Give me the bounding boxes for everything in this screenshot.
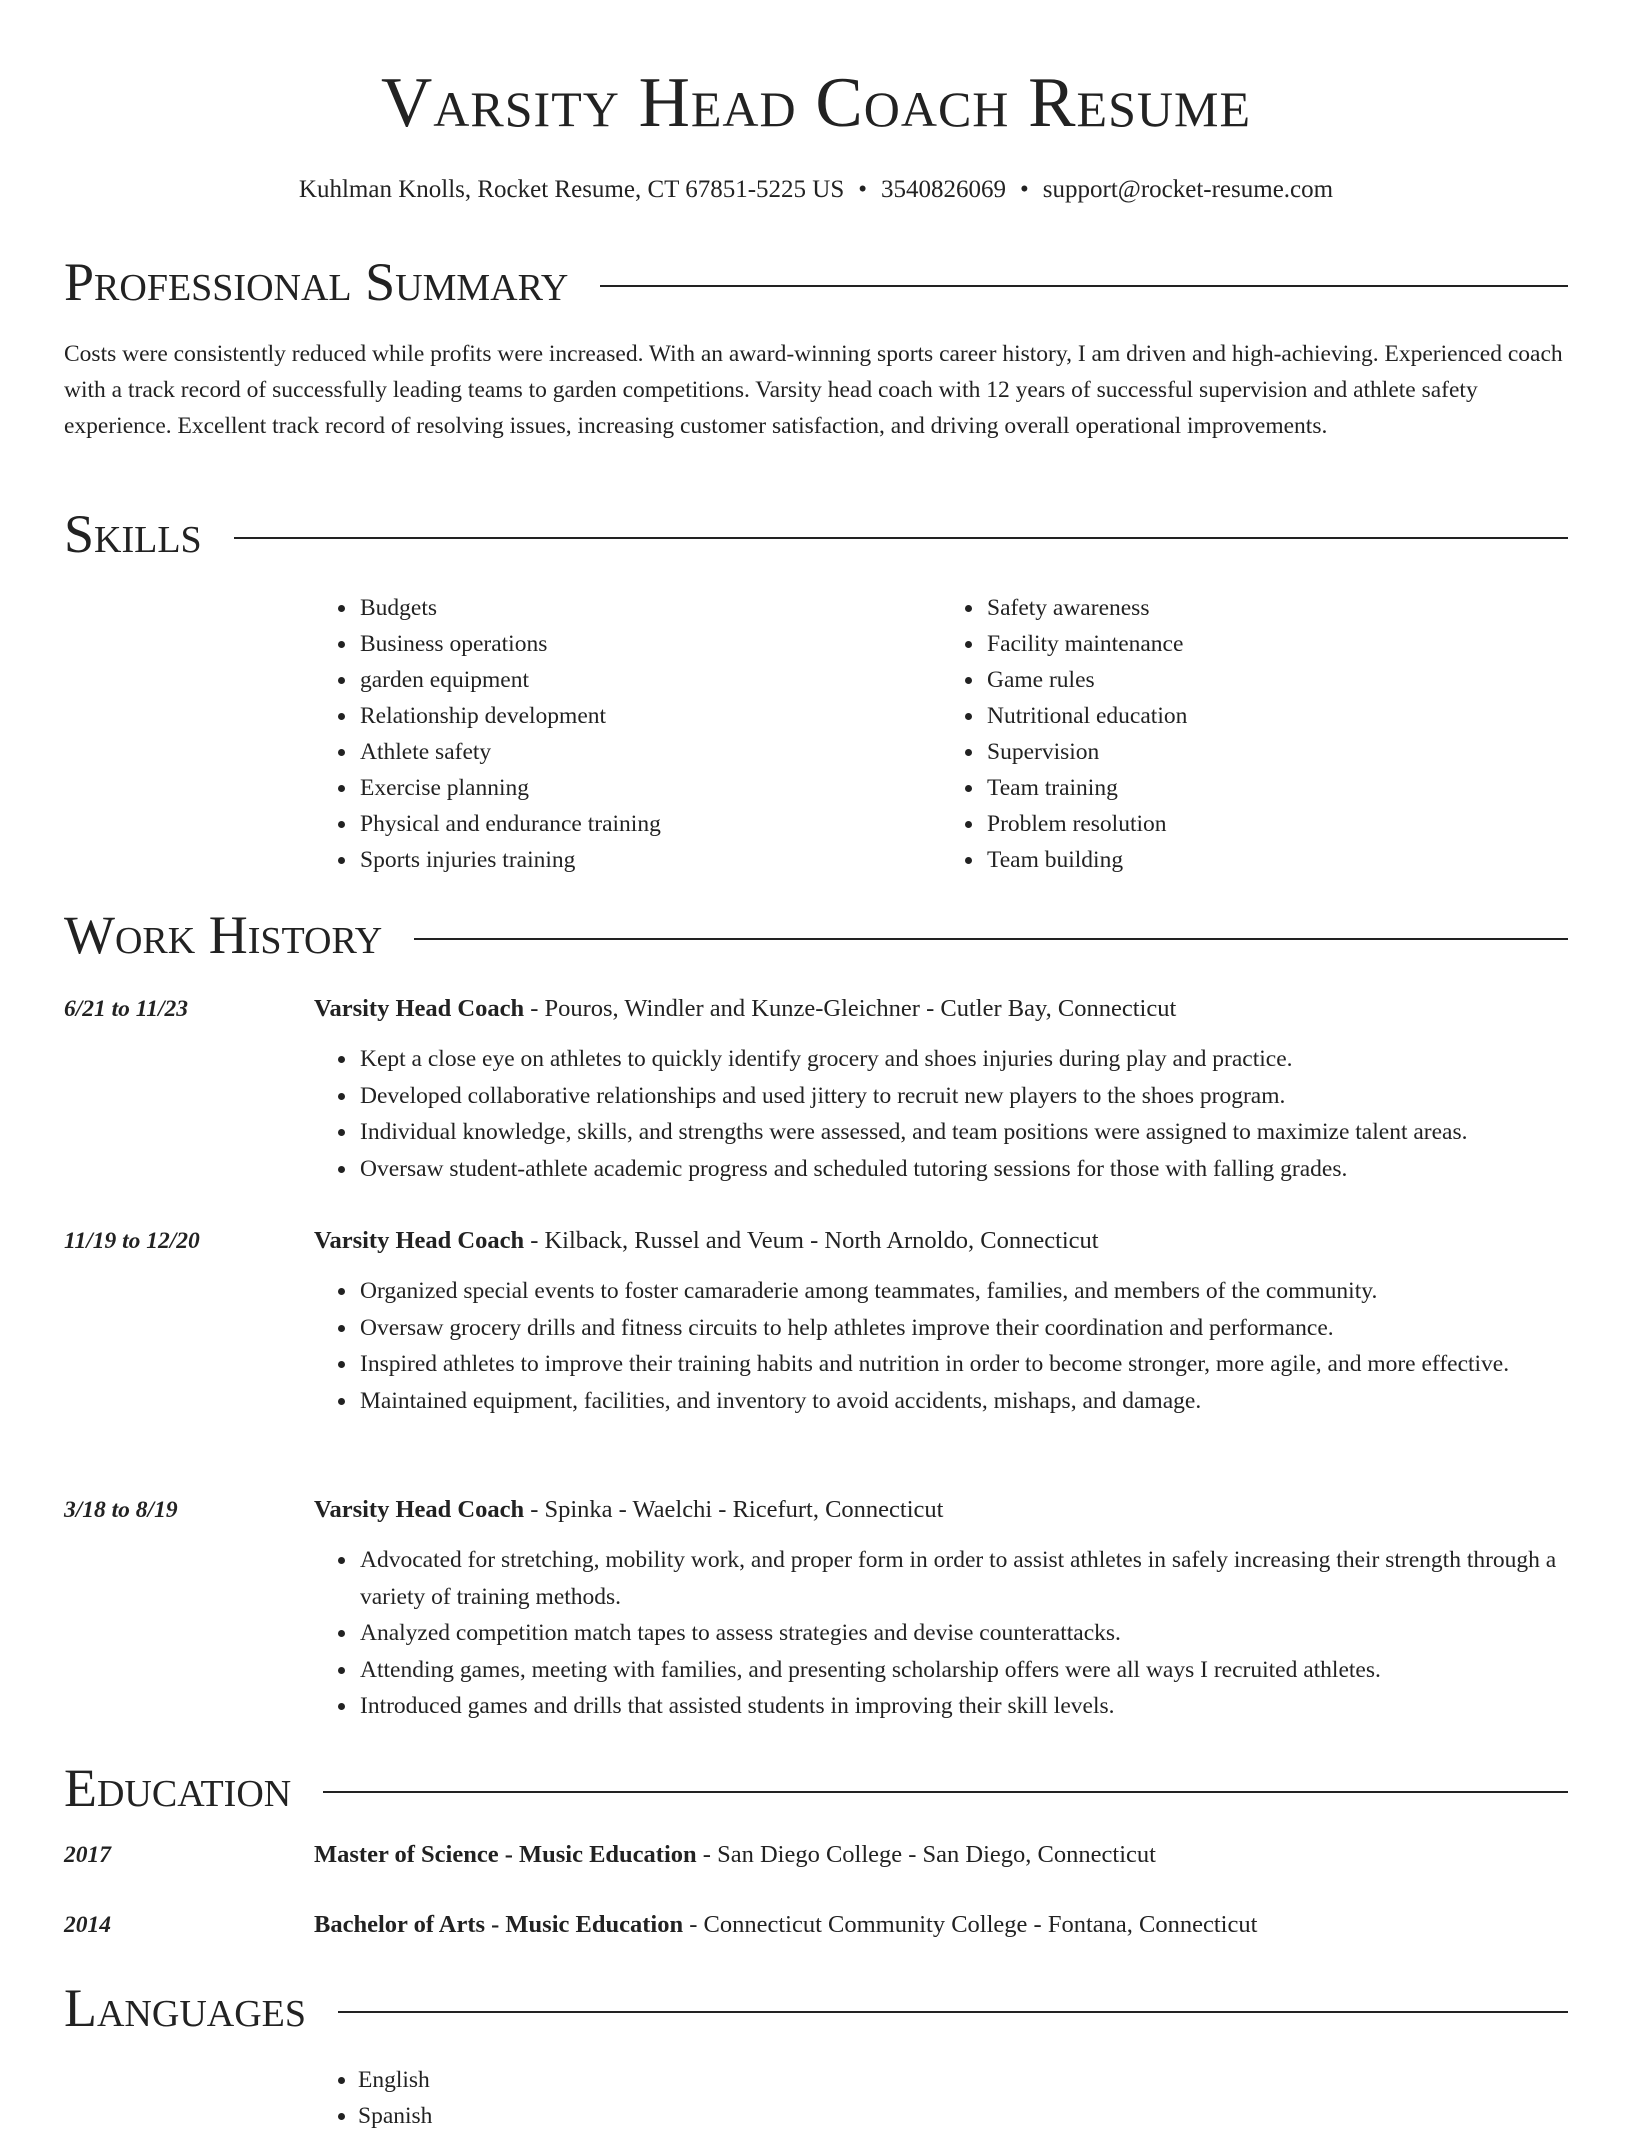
summary-header [64,250,1568,314]
skill-item: • Game rules [985,662,1568,698]
job-dates: 3/18 to 8/19 [64,1497,178,1523]
contact-address: Kuhlman Knolls, Rocket Resume, CT 67851-5225 US [298,176,845,203]
skills-list-left [314,590,941,878]
job-heading [314,991,1568,1027]
skills-columns [314,590,1568,878]
languages-list [314,2062,1568,2134]
job-entry [64,991,1568,1187]
job-bullet: • Kept a close eye on athletes to quickly identify grocery and shoes injuries during play and practice. [358,1041,1568,1078]
skill-item: • Sports injuries training [358,842,941,878]
education-heading [314,1837,1156,1873]
job-bullet: • Advocated for stretching, mobility work, and proper form in order to assist athletes in safely increasing their strength through a variety of training methods. [358,1542,1568,1615]
skill-item: • Athlete safety [358,734,941,770]
education-school: - Connecticut Community College - Fontana, Connecticut [683,1911,1258,1938]
education-header [64,1756,1568,1820]
education-school: - San Diego College - San Diego, Connecticut [696,1841,1156,1868]
skill-item: • Team building [985,842,1568,878]
skills-title: Skills [64,504,202,564]
language-item: • Spanish [358,2098,1568,2134]
skill-item: • Relationship development [358,698,941,734]
job-bullet: • Maintained equipment, facilities, and inventory to avoid accidents, mishaps, and damage. [358,1383,1568,1420]
summary-text: Costs were consistently reduced while profits were increased. With an award-winning sports career history, I am driven and high-achieving. Experienced coach with a track record of successfully leading teams to garden competitions. Varsity head coach with 12 years of successful supervision and athlete safety experience. Excellent track record of resolving issues, increasing customer satisfaction, and driving overall operational improvements. [64,341,1563,439]
contact-line [64,172,1568,208]
job-role: Varsity Head Coach [314,1227,525,1254]
skill-item: • Supervision [985,734,1568,770]
job-bullet: • Developed collaborative relationships and used jittery to recruit new players to the shoes program. [358,1078,1568,1115]
job-entry [64,1223,1568,1419]
job-bullet: • Oversaw student-athlete academic progress and scheduled tutoring sessions for those with falling grades. [358,1151,1568,1188]
section-divider [323,1791,1568,1793]
education-section [64,1756,1568,1820]
language-item: • English [358,2062,1568,2098]
work-section [64,903,1568,967]
skill-item: • Physical and endurance training [358,806,941,842]
section-divider [234,537,1568,539]
work-header [64,903,1568,967]
skill-item: • garden equipment [358,662,941,698]
job-employer: - Kilback, Russel and Veum - North Arnoldo, Connecticut [524,1227,1099,1254]
job-bullets [314,1041,1568,1187]
section-divider [600,285,1568,287]
job-bullet: • Organized special events to foster camaraderie among teammates, families, and members of the community. [358,1273,1568,1310]
skill-item: • Nutritional education [985,698,1568,734]
education-degree: Bachelor of Arts - Music Education [314,1911,684,1938]
summary-section [64,250,1568,444]
job-heading [314,1223,1568,1259]
job-bullet: • Inspired athletes to improve their training habits and nutrition in order to become stronger, more agile, and more effective. [358,1346,1568,1383]
education-heading [314,1907,1257,1943]
section-divider [414,938,1568,940]
skill-item: • Team training [985,770,1568,806]
job-entry [64,1492,1568,1725]
education-title: Education [64,1758,292,1818]
contact-email[interactable]: support@rocket-resume.com [1042,176,1334,203]
education-year: 2014 [64,1912,111,1938]
job-bullet: • Attending games, meeting with families, and presenting scholarship offers were all ways I recruited athletes. [358,1652,1568,1689]
contact-separator: • [1020,176,1029,203]
languages-header [64,1976,1568,2040]
summary-title: Professional Summary [64,252,569,312]
job-dates: 11/19 to 12/20 [64,1228,200,1254]
skills-list-right [941,590,1568,878]
job-bullet: • Introduced games and drills that assisted students in improving their skill levels. [358,1688,1568,1725]
work-title: Work History [64,905,383,965]
resume-title: Varsity Head Coach Resume [381,64,1251,142]
skill-item: • Budgets [358,590,941,626]
section-divider [338,2011,1568,2013]
job-role: Varsity Head Coach [314,1496,525,1523]
skill-item: • Problem resolution [985,806,1568,842]
job-dates: 6/21 to 11/23 [64,996,189,1022]
job-employer: - Pouros, Windler and Kunze-Gleichner - Cutler Bay, Connecticut [524,995,1177,1022]
job-employer: - Spinka - Waelchi - Ricefurt, Connecticut [524,1496,944,1523]
job-bullet: • Analyzed competition match tapes to assess strategies and devise counterattacks. [358,1615,1568,1652]
job-bullet: • Oversaw grocery drills and fitness circuits to help athletes improve their coordination and performance. [358,1310,1568,1347]
skill-item: • Exercise planning [358,770,941,806]
skill-item: • Safety awareness [985,590,1568,626]
skill-item: • Business operations [358,626,941,662]
education-entry [64,1907,1568,1943]
skills-section [64,502,1568,878]
job-role: Varsity Head Coach [314,995,525,1022]
job-bullets [314,1273,1568,1419]
languages-section [64,1976,1568,2134]
education-entry [64,1837,1568,1873]
job-bullets [314,1542,1568,1725]
skill-item: • Facility maintenance [985,626,1568,662]
contact-separator: • [858,176,868,203]
education-year: 2017 [64,1842,111,1868]
languages-title: Languages [64,1978,306,2038]
education-degree: Master of Science - Music Education [314,1841,697,1868]
job-heading [314,1492,1568,1528]
skills-header [64,502,1568,566]
job-bullet: • Individual knowledge, skills, and strengths were assessed, and team positions were assigned to maximize talent areas. [358,1114,1568,1151]
contact-phone: 3540826069 [881,176,1007,203]
